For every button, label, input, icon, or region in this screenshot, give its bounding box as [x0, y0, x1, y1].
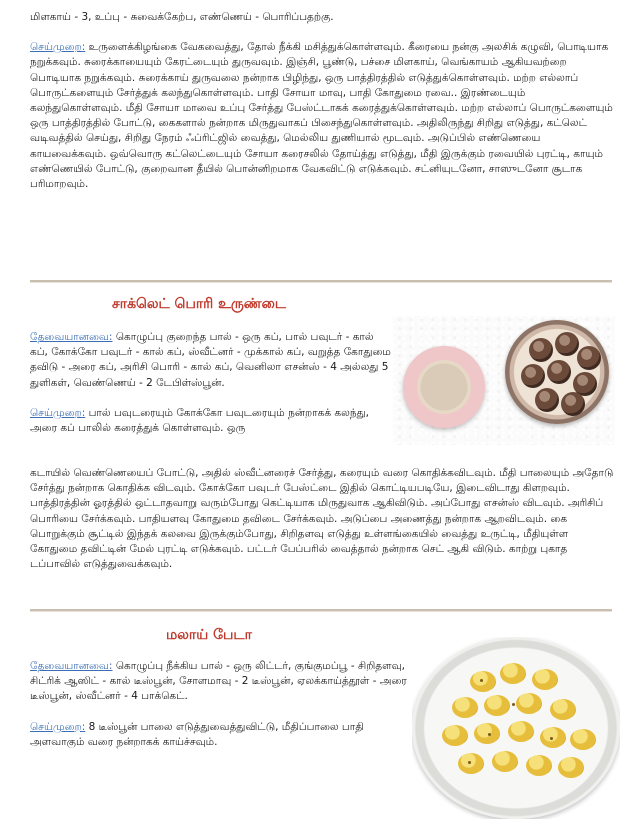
method-label: செய்முறை: [30, 41, 86, 54]
ingredients-label: தேவையானவை: [30, 331, 113, 343]
section-divider [30, 280, 612, 282]
method-text: உருளைக்கிழங்கை வேகவைத்து, தோல் நீக்கி மசித்துக்கொள்ளவும். கீரையை நன்கு அலசிக் கழுவி, பொடியாக நறுக்கவும். சுரைக்காயையும் கேரட்டையும் துருவவும். இஞ்சி, பூண்டு, பச்சை மிளகாய், வெங்காயம் ஆகியவற்றை பொடியாக நறுக்கவும். சுரைக்காய் துருவலை நன்றாக பிழிந்து, ஒரு பாத்திரத்தில் எடுத்துக்கொள்ளவும். மற்ற எல்லாப் பொருட்களையும் சேர்த்துக் கலந்துகொள்ளவும். பாதி சோயா மாவு, பாதி கோதுமை ரவை.. இரண்டையும் கலந்துகொள்ளவும். மீதி சோயா மாவை உப்பு சேர்த்து பேஸ்ட்டாகக் கரைத்துக்கொள்ளவும். மற்ற எல்லாப் பொருட்களையும் ஒரு பாத்திரத்தில் போட்டு, கைகளால் நன்றாக மிருதுவாகப் பிசைந்துகொள்ளவும். அதிலிருந்து சிறிது எடுத்து, கட்லெட் வடிவத்தில் செய்து, சிறிது நேரம் ஃப்ரிட்ஜில் வைத்து, மெல்லிய துணியால் மூடவும். அடுப்பில் எண்ணெயை காயவைக்கவும். ஒவ்வொரு கட்லெட்டையும் சோயா கரைசலில் தோய்த்து எடுத்து, மீதி இருக்கும் ரவையில் புரட்டி, காயும் எண்ணெயில் போட்டு, குறைவான தீயில் பொன்னிறமாக வேகவிட்டு எடுக்கவும். சட்னியுடனோ, சாஸுடனோ சூடாக பரிமாறவும். [30, 41, 613, 191]
ingredients-continuation: மிளகாய் - 3, உப்பு - சுவைக்கேற்ப, எண்ணெய் - பொரிப்பதற்கு. [30, 11, 334, 23]
method-text-start: பால் பவுடரையும் கோக்கோ பவுடரையும் நன்றாகக் கலந்து, அரை கப் பாலில் கரைத்துக் கொள்ளவும். ஒரு [30, 406, 370, 435]
method-label: செய்முறை: [30, 720, 86, 733]
ingredients-text: கொழுப்பு நீக்கிய பால் - ஒரு லிட்டர், குங்குமப்பூ - சிறிதளவு, சிட்ரிக் ஆஸிட் - கால் டீஸ்பூன், சோளமாவு - 2 டீஸ்பூன், ஏலக்காய்த்தூள் - அரை டீஸ்பூன், ஸ்வீட்னர் - 4 பாக்கெட். [30, 660, 407, 703]
ingredients-text: கொழுப்பு குறைந்த பால் - ஒரு கப், பால் பவுடர் - கால் கப், கோக்கோ பவுடர் - கால் கப், ஸ்வீட்னர் - முக்கால் கப், வறுத்த கோதுமை தவிடு - அரை கப், அரிசி பொரி - கால் கப், வெனிலா எசன்ஸ் - 4 அல்லது 5 துளிகள், வெண்ணெய் - 2 டேபிள்ஸ்பூன். [30, 331, 391, 389]
ingredients-label: தேவையானவை: [30, 660, 113, 672]
method-text: 8 டீஸ்பூன் பாலை எடுத்துவைத்துவிட்டு, மீதிப்பாலை பாதி அளவாகும் வரை நன்றாகக் காய்ச்சவும். [30, 720, 364, 748]
method-label: செய்முறை: [30, 406, 86, 419]
chocolate-balls-photo [393, 316, 615, 445]
malai-peda-photo [412, 637, 620, 819]
chocolate-method [30, 466, 618, 572]
section-divider [30, 609, 612, 611]
intro-section [30, 10, 618, 192]
method-text-rest: கடாயில் வெண்ணெயைப் போட்டு, அதில் ஸ்வீட்னரைச் சேர்த்து, கரையும் வரை கொதிக்கவிடவும். மீதி பாலையும் அதோடு சேர்த்து நன்றாக கொதிக்க விடவும். கோக்கோ பவுடர் பேஸ்ட்டை இதில் கொட்டியபடியே, இடைவிடாது கிளறவும். பாத்திரத்தின் ஓரத்தில் ஒட்டாதவாறு வரும்போது கெட்டியாக மிருதுவாக ஆகிவிடும். அப்போது எசன்ஸ் விடவும். அரிசிப் பொரியை சேர்க்கவும். பாதியளவு கோதுமை தவிடை சேர்க்கவும். அடுப்பை அணைத்து நன்றாக ஆறவிடவும். கை பொறுக்கும் சூட்டில் இந்தக் கலவை இருக்கும்போது, சிறிதளவு எடுத்து உள்ளங்கையில் வைத்து உருட்டி, மீதியுள்ள கோதுமை தவிட்டின் மேல் புரட்டி எடுக்கவும். பட்டர் பேப்பரில் வைத்தால் நன்றாக செட் ஆகி விடும். காற்று புகாத டப்பாவில் எடுத்துவைக்கவும். [30, 467, 614, 571]
chocolate-ingredients [30, 330, 392, 436]
chocolate-recipe-title: சாக்லெட் பொரி உருண்டை [112, 296, 287, 312]
malai-ingredients [30, 659, 410, 750]
intro-method [30, 40, 618, 192]
malai-recipe-title: மலாய் பேடா [166, 627, 252, 643]
